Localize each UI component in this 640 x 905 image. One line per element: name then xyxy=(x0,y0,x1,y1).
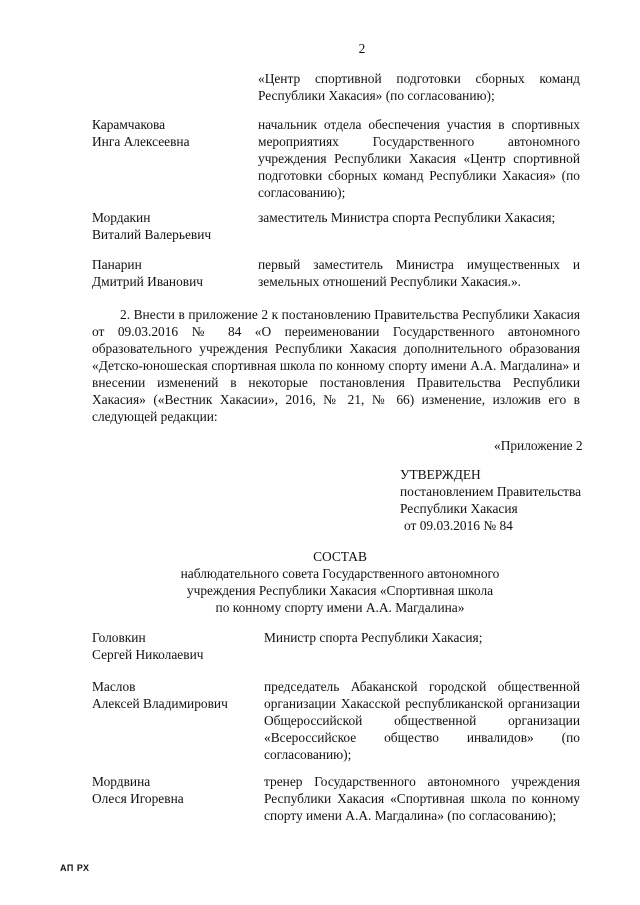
member-name: Головкин Сергей Николаевич xyxy=(92,630,204,662)
composition-title: СОСТАВ xyxy=(313,549,367,564)
member-name: Панарин Дмитрий Иванович xyxy=(92,257,204,289)
page-number: 2 xyxy=(358,41,366,56)
member-role: председатель Абаканской городской общественной организации Хакасской республиканской организации Общероссийской общественной организации «Всероссийское общество инвалидов» (по согласованию); xyxy=(264,679,580,762)
member-role: начальник отдела обеспечения участия в спортивных мероприятиях Государственного автономного учреждения Республики Хакасия «Центр спортивной подготовки сборных команд Республики Хакасия» (по согласованию); xyxy=(258,117,580,200)
member-name: Карамчакова Инга Алексеевна xyxy=(92,117,190,149)
composition-subtitle: наблюдательного совета Государственного автономного учреждения Республики Хакасия «Спортивная школа по конному спорту имени А.А. Магдалина» xyxy=(180,566,500,615)
member-role: заместитель Министра спорта Республики Хакасия; xyxy=(258,210,556,225)
approval-block xyxy=(400,466,590,534)
approval-line: Республики Хакасия xyxy=(400,501,518,516)
member-name: Маслов Алексей Владимирович xyxy=(92,679,228,711)
amendment-paragraph: 2. Внести в приложение 2 к постановлению Правительства Республики Хакасия от 09.03.2016 № 84 «О переименовании Государственного автономного образовательного учреждения Республики Хакасия дополнительного образования «Детско-юношеская спортивная школа по конному спорту имени А.А. Магдалина» и внесении изменений в некоторые постановления Правительства Республики Хакасия» («Вестник Хакасии», 2016, № 21, № 66) изменение, изложив его в следующей редакции: xyxy=(92,307,580,424)
member-role: тренер Государственного автономного учреждения Республики Хакасия «Спортивная школа по конному спорту имени А.А. Магдалина» (по согласованию); xyxy=(264,774,580,823)
appendix-label: «Приложение 2 xyxy=(494,438,583,453)
approval-date: от 09.03.2016 № 84 xyxy=(404,518,513,533)
approval-line: постановлением Правительства xyxy=(400,484,582,499)
member-name: Мордакин Виталий Валерьевич xyxy=(92,210,212,242)
approval-title: УТВЕРЖДЕН xyxy=(400,467,481,482)
member-name: Мордвина Олеся Игоревна xyxy=(92,774,184,806)
member-role: первый заместитель Министра имущественных и земельных отношений Республики Хакасия.». xyxy=(258,257,580,289)
member-role: Министр спорта Республики Хакасия; xyxy=(264,630,483,645)
footer-marker: АП РХ xyxy=(60,863,90,873)
continued-role-text: «Центр спортивной подготовки сборных команд Республики Хакасия» (по согласованию); xyxy=(258,71,580,103)
